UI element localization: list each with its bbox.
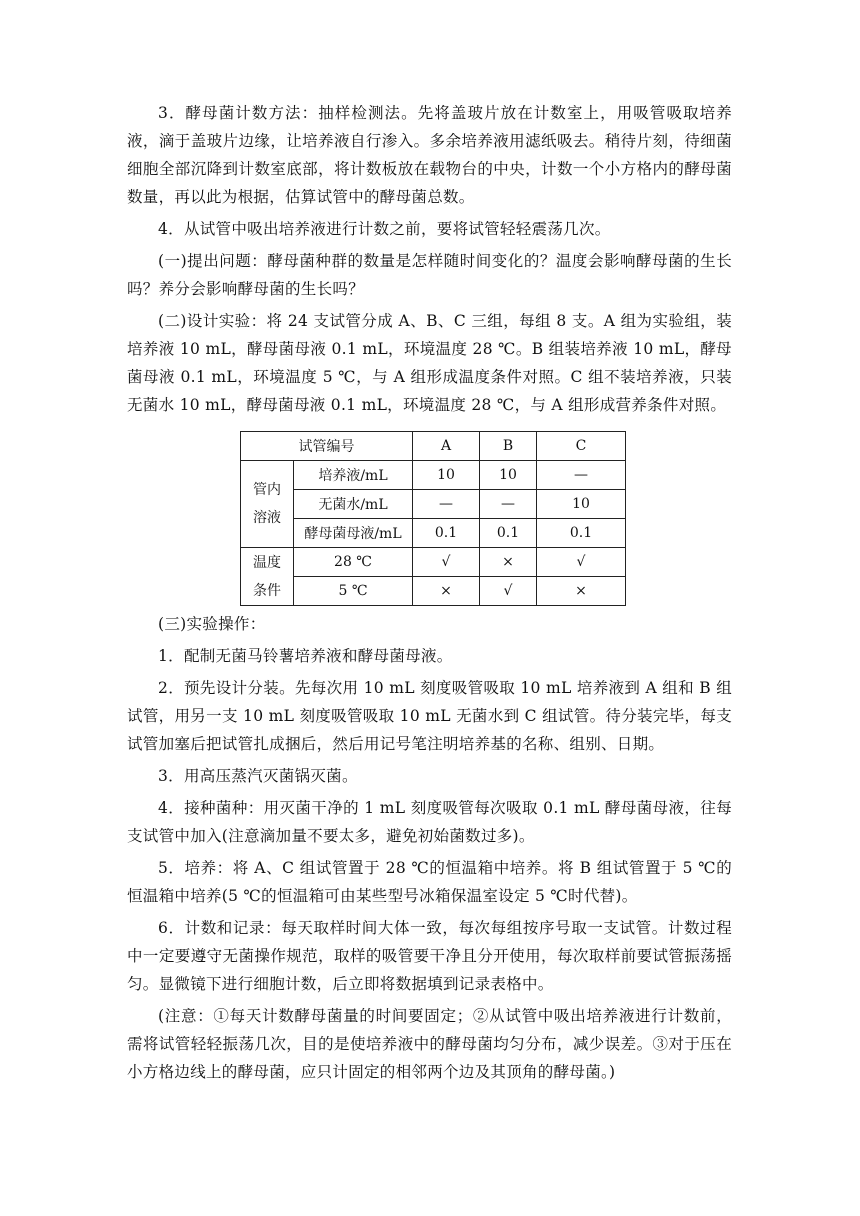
table-cell: × — [480, 548, 537, 577]
paragraph-notes: (注意：①每天计数酵母菌量的时间要固定；②从试管中吸出培养液进行计数前，需将试管轻轻振荡几次，目的是使培养液中的酵母菌均匀分布，减少误差。③对于压在小方格边线上的酵母菌，应只计固定的相邻两个边及其顶角的酵母菌。) — [127, 1007, 732, 1081]
paragraph-operation-heading: (三)实验操作： — [158, 615, 266, 633]
paragraph-design: (二)设计实验：将 24 支试管分成 A、B、C 三组，每组 8 支。A 组为实验组，装培养液 10 mL，酵母菌母液 0.1 mL，环境温度 28 ℃。B 组装培养液 10 mL，酵母菌母液 0.1 mL，环境温度 5 ℃，与 A 组形成温度条件对照。C 组不装培养液，只装无菌水 10 mL，酵母菌母液 0.1 mL，环境温度 28 ℃，与 A 组形成营养条件对照。 — [127, 312, 732, 414]
table-row-label: 28 ℃ — [294, 548, 413, 577]
paragraph-step-5: 5．培养：将 A、C 组试管置于 28 ℃的恒温箱中培养。将 B 组试管置于 5 ℃的恒温箱中培养(5 ℃的恒温箱可由某些型号冰箱保温室设定 5 ℃时代替)。 — [127, 859, 732, 905]
table-cell: √ — [480, 577, 537, 606]
table-cell: 0.1 — [537, 519, 626, 548]
table-cell: × — [537, 577, 626, 606]
table-cell: — — [480, 490, 537, 519]
table-row-label: 培养液/mL — [294, 461, 413, 490]
table-row — [241, 519, 626, 548]
table-header-col-c: C — [537, 432, 626, 461]
table-header-col-a: A — [413, 432, 480, 461]
table-cell: 0.1 — [480, 519, 537, 548]
experiment-table — [240, 431, 626, 606]
table-cell: 10 — [537, 490, 626, 519]
table-row-label: 5 ℃ — [294, 577, 413, 606]
table-header-label: 试管编号 — [241, 432, 413, 461]
table-row — [241, 548, 626, 577]
table-row — [241, 490, 626, 519]
paragraph-step-2: 2．预先设计分装。先每次用 10 mL 刻度吸管吸取 10 mL 培养液到 A 组和 B 组试管，用另一支 10 mL 刻度吸管吸取 10 mL 无菌水到 C 组试管。待分装完毕，每支试管加塞后把试管扎成捆后，然后用记号笔注明培养基的名称、组别、日期。 — [127, 679, 732, 753]
paragraph-shake-tube: 4．从试管中吸出培养液进行计数之前，要将试管轻轻震荡几次。 — [158, 220, 611, 238]
document-page — [127, 99, 732, 1090]
group-label-line1: 温度 — [253, 554, 281, 571]
table-group-solution — [241, 461, 294, 548]
paragraph-step-6: 6．计数和记录：每天取样时间大体一致，每次每组按序号取一支试管。计数过程中一定要遵守无菌操作规范，取样的吸管要干净且分开使用，每次取样前要试管振荡摇匀。显微镜下进行细胞计数，后立即将数据填到记录表格中。 — [127, 919, 732, 993]
paragraph-question: (一)提出问题：酵母菌种群的数量是怎样随时间变化的？温度会影响酵母菌的生长吗？养分会影响酵母菌的生长吗？ — [127, 252, 732, 298]
table-row — [241, 577, 626, 606]
table-cell: √ — [537, 548, 626, 577]
group-label-line1: 管内 — [253, 482, 281, 498]
group-label-line2: 溶液 — [253, 510, 281, 526]
paragraph-counting-method: 3．酵母菌计数方法：抽样检测法。先将盖玻片放在计数室上，用吸管吸取培养液，滴于盖玻片边缘，让培养液自行渗入。多余培养液用滤纸吸去。稍待片刻，待细菌细胞全部沉降到计数室底部，将计数板放在载物台的中央，计数一个小方格内的酵母菌数量，再以此为根据，估算试管中的酵母菌总数。 — [127, 104, 732, 206]
table-row — [241, 461, 626, 490]
table-cell: 0.1 — [413, 519, 480, 548]
table-cell: 10 — [413, 461, 480, 490]
table-cell: × — [413, 577, 480, 606]
table-header-row — [241, 432, 626, 461]
table-cell: — — [537, 461, 626, 490]
paragraph-step-3: 3．用高压蒸汽灭菌锅灭菌。 — [158, 767, 358, 785]
table-group-temperature — [241, 548, 294, 606]
paragraph-step-4: 4．接种菌种：用灭菌干净的 1 mL 刻度吸管每次吸取 0.1 mL 酵母菌母液，往每支试管中加入(注意滴加量不要太多，避免初始菌数过多)。 — [127, 799, 732, 845]
table-header-col-b: B — [480, 432, 537, 461]
table-cell: — — [413, 490, 480, 519]
paragraph-step-1: 1．配制无菌马铃薯培养液和酵母菌母液。 — [158, 647, 453, 665]
table-row-label: 无菌水/mL — [294, 490, 413, 519]
table-row-label: 酵母菌母液/mL — [294, 519, 413, 548]
table-cell: √ — [413, 548, 480, 577]
group-label-line2: 条件 — [253, 582, 281, 599]
table-cell: 10 — [480, 461, 537, 490]
